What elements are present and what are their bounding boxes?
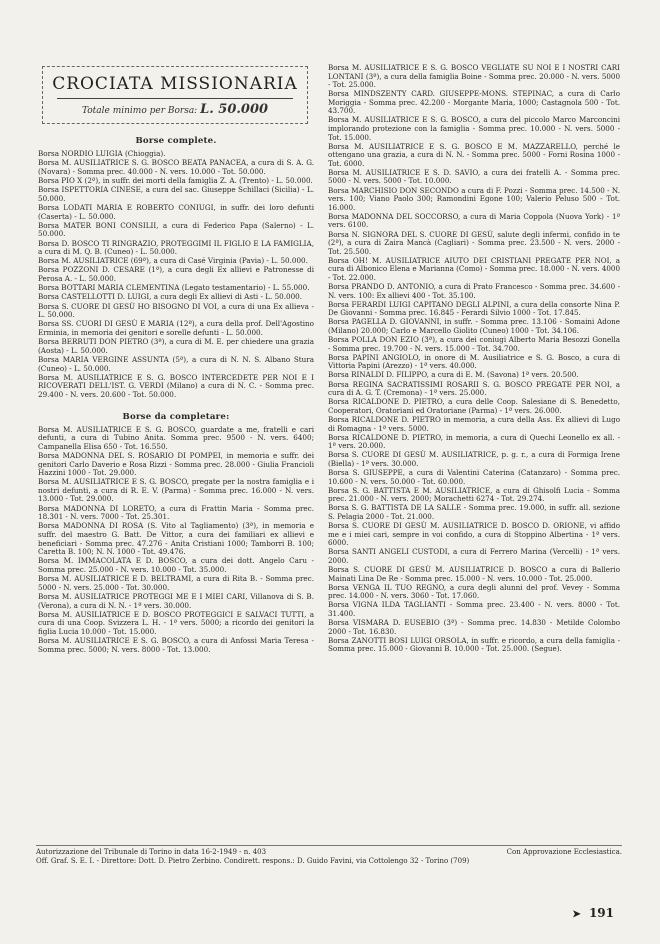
borsa-entry: Borsa M. AUSILIATRICE E S. G. BOSCO VEGLIATE SU NOI E I NOSTRI CARI LONTANI (3ª), a cura della famiglia Boine - Somma prec. 20.000 - N. vers. 5000 - Tot. 25.000.: [328, 63, 620, 90]
right-column: [328, 64, 620, 654]
borsa-entry: Borsa M. AUSILIATRICE E S. G. BOSCO INTERCEDETE PER NOI E I RICOVERATI DELL'IST. G. VERDI (Milano) a cura di N. C. - Somma prec. 29.400 - N. vers. 20.600 - Tot. 50.000.: [38, 372, 314, 399]
page-number: 191: [588, 906, 614, 920]
borsa-entry: Borsa FERARDI LUIGI CAPITANO DEGLI ALPINI, a cura della consorte Nina P. De Giovanni - Somma prec. 16.845 - Ferardi Silvio 1000 - Tot. 17.845.: [328, 299, 620, 318]
borsa-entry: Borsa BERRUTI DON PIETRO (3ª), a cura di M. E. per chiedere una grazia (Aosta) - L. 50.000.: [38, 337, 314, 355]
borsa-entry: Borsa MARIA VERGINE ASSUNTA (5ª), a cura di N. N. S. Albano Stura (Cuneo) - L. 50.000.: [38, 354, 314, 373]
borsa-entry: Borsa M. AUSILIATRICE E S. G. BOSCO, a cura del piccolo Marco Marconcini implorando protezione con la famiglia - Somma prec. 10.000 - N. vers. 5000 - Tot. 15.000.: [328, 115, 620, 142]
footer-authorization: Autorizzazione del Tribunale di Torino in data 16-2-1949 - n. 403: [36, 848, 267, 856]
right-list: [328, 64, 620, 654]
banner-title: CROCIATA MISSIONARIA: [52, 74, 298, 94]
borsa-entry: Borsa S. G. BATTISTA E M. AUSILIATRICE, a cura di Ghisolfi Lucia - Somma prec. 21.000 - N. vers. 2000; Morachetti 6274 - Tot. 29.274.: [328, 485, 620, 504]
borsa-entry: Borsa SS. CUORI DI GESÙ E MARIA (12ª), a cura della prof. Dell'Agostino Erminia, in memoria dei genitori e sorelle defunti - L. 50.000.: [38, 319, 314, 337]
borsa-entry: Borsa MADONNA DEL SOCCORSO, a cura di Maria Coppola (Nuova York) - 1ª vers. 6100.: [328, 211, 620, 230]
borsa-entry: Borsa S. CUORE DI GESÙ M. AUSILIATRICE D. BOSCO a cura di Ballerio Mainati Lina De Re - Somma prec. 15.000 - N. vers. 10.000 - Tot. 25.000.: [328, 565, 620, 583]
borsa-entry: Borsa MARCHISIO DON SECONDO a cura di F. Pozzi - Somma prec. 14.500 - N. vers. 100; Viano Paolo 300; Ramondini Egone 100; Valerio Peluso 500 - Tot. 16.000.: [328, 185, 620, 212]
borsa-entry: Borsa VENGA IL TUO REGNO, a cura degli alunni del prof. Vevey - Somma prec. 14.000 - N. vers. 3060 - Tot. 17.060.: [328, 582, 620, 601]
borsa-entry: Borsa MADONNA DI ROSA (S. Vito al Tagliamento) (3ª), in memoria e suffr. del maestro G. Batt. De Vittor, a cura dei familiari ex allievi e beneficiari - Somma prec. 47.276 - Anita Cristiani 1000; Tamborri B. 100; Caretta B. 100; N. N. 1000 - Tot. 49.476.: [38, 521, 314, 557]
borsa-entry: Borsa CASTELLOTTI D. LUIGI, a cura degli Ex allievi di Asti - L. 50.000.: [38, 292, 302, 302]
borsa-entry: Borsa M. AUSILIATRICE S. G. BOSCO BEATA PANACEA, a cura di S. A. G. (Novara) - Somma prec. 40.000 - N. vers. 10.000 - Tot. 50.000.: [38, 158, 314, 176]
borsa-entry: Borsa RICALDONE D. PIETRO, in memoria, a cura di Quechi Leonello ex all. - 1ª vers. 20.000.: [328, 432, 620, 451]
borsa-entry: Borsa LODATI MARIA E ROBERTO CONIUGI, in suffr. dei loro defunti (Caserta) - L. 50.000.: [38, 202, 314, 221]
borsa-entry: Borsa S. G. BATTISTA DE LA SALLE - Somma prec. 19.000, in suffr. all. sezione S. Pelagia 2000 - Tot. 21.000.: [328, 503, 620, 521]
borsa-entry: Borsa POZZONI D. CESARE (1ª), a cura degli Ex allievi e Patronesse di Perosa A. - L. 50.000.: [38, 265, 314, 284]
borsa-entry: Borsa M. AUSILIATRICE E D. BOSCO PROTEGGICI E SALVACI TUTTI, a cura di una Coop. Svizzera L. H. - 1ª vers. 5000; a ricordo dei genitori la figlia Lucia 10.000 - Tot. 15.000.: [38, 609, 314, 636]
borsa-entry: Borsa OH! M. AUSILIATRICE AIUTO DEI CRISTIANI PREGATE PER NOI, a cura di Albonico Elena e Marianna (Como) - Somma prec. 18.000 - N. vers. 4000 - Tot. 22.000.: [328, 255, 620, 282]
page-number-block: [572, 906, 614, 920]
banner-subtitle-value: L. 50.000: [200, 102, 269, 117]
borsa-entry: Borsa ISPETTORIA CINESE, a cura del sac. Giuseppe Schillaci (Sicilia) - L. 50.000.: [38, 185, 314, 203]
borsa-entry: Borsa VIGNA ILDA TAGLIANTI - Somma prec. 23.400 - N. vers. 8000 - Tot. 31.400.: [328, 600, 620, 618]
borsa-entry: Borsa REGINA SACRATISSIMI ROSARII S. G. BOSCO PREGATE PER NOI, a cura di A. G. T. (Cremona) - 1ª vers. 25.000.: [328, 379, 620, 398]
borsa-entry: Borsa M. AUSILIATRICE E S. D. SAVIO, a cura dei fratelli A. - Somma prec. 5000 - N. vers. 5000 - Tot. 10.000.: [328, 167, 620, 186]
borsa-entry: Borsa PAPINI ANGIOLO, in onore di M. Ausiliatrice e S. G. Bosco, a cura di Vittoria Papini (Arezzo) - 1ª vers. 40.000.: [328, 352, 620, 371]
borsa-entry: Borsa N. SIGNORA DEL S. CUORE DI GESÙ, salute degli infermi, confido in te (2ª), a cura di Zaira Mancà (Cagliari) - Somma prec. 23.500 - N. vers. 2000 - Tot. 25.500.: [328, 229, 620, 256]
footer-line2: Off. Graf. S. E. I. - Direttore: Dott. D. Pietro Zerbino. Condirett. respons.: D. Guido Favini, via Cottolengo 32 - Torino (709): [36, 857, 470, 865]
borsa-entry: Borsa M. AUSILIATRICE E S. G. BOSCO, guardate a me, fratelli e cari defunti, a cura di Tubino Anita. Somma prec. 9500 - N. vers. 6400; Campanella Elisa 650 - Tot. 16.550.: [38, 424, 314, 451]
left-column: [38, 66, 314, 655]
footer-rule: [36, 845, 622, 846]
borsa-entry: Borsa MATER BONI CONSILII, a cura di Federico Papa (Salerno) - L. 50.000.: [38, 220, 314, 239]
borsa-entry: Borsa M. AUSILIATRICE PROTEGGI ME E I MIEI CARI, Villanova di S. B. (Verona), a cura di N. N. - 1ª vers. 30.000.: [38, 591, 314, 610]
borsa-entry: Borsa M. AUSILIATRICE E S. G. BOSCO, pregate per la nostra famiglia e i nostri defunti, a cura di R. E. V. (Parma) - Somma prec. 16.000 - N. vers. 13.000 - Tot. 29.000.: [38, 477, 314, 504]
borsa-entry: Borsa PRANDO D. ANTONIO, a cura di Prato Francesco - Somma prec. 34.600 - N. vers. 100: Ex allievi 400 - Tot. 35.100.: [328, 282, 620, 300]
borsa-entry: Borsa S. GIUSEPPE, a cura di Valentini Caterina (Catanzaro) - Somma prec. 10.600 - N. vers. 50.000 - Tot. 60.000.: [328, 468, 620, 486]
borsa-entry: Borsa MINDSZENTY CARD. GIUSEPPE-MONS. STEPINAC, a cura di Carlo Moriggia - Somma prec. 42.200 - Morgante Maria, 1000; Castagnola 500 - Tot. 43.700.: [328, 89, 620, 116]
borsa-entry: Borsa PIO X (2ª), in suffr. dei morti della famiglia Z. A. (Trento) - L. 50.000.: [38, 175, 313, 185]
borsa-entry: Borsa M. AUSILIATRICE E S. G. BOSCO E M. MAZZARELLO, perché le ottengano una grazia, a cura di N. N. - Somma prec. 5000 - Forni Rosina 1000 - Tot. 6000.: [328, 141, 620, 168]
borsa-entry: Borsa S. CUORE DI GESÙ M. AUSILIATRICE, p. g. r., a cura di Formiga Irene (Biella) - 1ª vers. 30.000.: [328, 450, 620, 468]
borsa-entry: Borsa RICALDONE D. PIETRO in memoria, a cura della Ass. Ex allievi di Lugo di Romagna - 1ª vers. 5000.: [328, 414, 620, 433]
borsa-entry: Borsa BOTTARI MARIA CLEMENTINA (Legato testamentario) - L. 55.000.: [38, 283, 310, 293]
crociata-banner: [42, 66, 308, 124]
borsa-entry: Borsa M. AUSILIATRICE E D. BELTRAMI, a cura di Rita B. - Somma prec. 5000 - N. vers. 25.000 - Tot. 30.000.: [38, 574, 314, 592]
borsa-entry: Borsa RICALDONE D. PIETRO, a cura delle Coop. Salesiane di S. Benedetto, Cooperatori, Oratoriani ed Oratoriane (Parma) - 1ª vers. 26.000.: [328, 397, 620, 415]
complete-list: [38, 150, 314, 400]
borsa-entry: Borsa POLLA DON EZIO (3ª), a cura dei coniugi Alberto Maria Besozzi Gonella - Somma prec. 19.700 - N. vers. 15.000 - Tot. 34.700.: [328, 335, 620, 353]
borsa-entry: Borsa M. IMMACOLATA E D. BOSCO, a cura dei dott. Angelo Caru - Somma prec. 25.000 - N. vers. 10.000 - Tot. 35.000.: [38, 556, 314, 574]
footer-approval: Con Approvazione Ecclesiastica.: [506, 848, 622, 856]
section-title-complete: Borse complete.: [135, 136, 217, 146]
section-title-to-complete: Borse da completare:: [122, 411, 230, 422]
banner-subtitle-label: Totale minimo per Borsa:: [81, 106, 198, 116]
footer-line1: [36, 848, 622, 857]
borsa-entry: Borsa ZANOTTI BOSI LUIGI ORSOLA, in suffr. e ricordo, a cura della famiglia - Somma prec. 15.000 - Giovanni B. 10.000 - Tot. 25.000. (Segue).: [328, 635, 620, 654]
borsa-entry: Borsa MADONNA DEL S. ROSARIO DI POMPEI, in memoria e suffr. dei genitori Carlo Daverio e Rosa Rizzi - Somma prec. 28.000 - Giulia Francioli Hazzini 1000 - Tot. 29.000.: [38, 450, 314, 478]
to-complete-list: [38, 426, 314, 655]
borsa-entry: Borsa M. AUSILIATRICE (69ª), a cura di Casé Virginia (Pavia) - L. 50.000.: [38, 256, 308, 266]
borsa-entry: Borsa S. CUORE DI GESÙ HO BISOGNO DI VOI, a cura di una Ex allieva - L. 50.000.: [38, 301, 314, 320]
borsa-entry: Borsa S. CUORE DI GESÙ M. AUSILIATRICE D. BOSCO D. ORIONE, vi affido me e i miei cari, sempre in voi confido, a cura di Stoppino Albertina - 1ª vers. 6000.: [328, 521, 620, 548]
banner-subtitle: [49, 102, 301, 117]
borsa-entry: Borsa M. AUSILIATRICE E S. G. BOSCO, a cura di Anfossi Maria Teresa - Somma prec. 5000; N. vers. 8000 - Tot. 13.000.: [38, 636, 314, 654]
borsa-entry: Borsa RINALDI D. FILIPPO, a cura di E. M. (Savona) 1ª vers. 20.500.: [328, 370, 579, 380]
borsa-entry: Borsa D. BOSCO TI RINGRAZIO, PROTEGGIMI IL FIGLIO E LA FAMIGLIA, a cura di M. Q. B. (Cuneo) - L. 50.000.: [38, 238, 314, 257]
borsa-entry: Borsa MADONNA DI LORETO, a cura di Frattin Maria - Somma prec. 18.301 - N. vers. 7000 - Tot. 25.301.: [38, 503, 314, 522]
arrow-icon: ➤: [572, 909, 581, 920]
borsa-entry: Borsa VISMARA D. EUSEBIO (3ª) - Somma prec. 14.830 - Metilde Colombo 2000 - Tot. 16.830.: [328, 618, 620, 636]
borsa-entry: Borsa NORDIO LUIGIA (Chioggia).: [38, 149, 166, 158]
borsa-entry: Borsa SANTI ANGELI CUSTODI, a cura di Ferrero Marina (Vercelli) - 1ª vers. 2000.: [328, 547, 620, 565]
banner-rule: [57, 98, 293, 99]
borsa-entry: Borsa PAGELLA D. GIOVANNI, in suffr. - Somma prec. 13.106 - Somaini Adone (Milano) 20.000; Carlo e Marcello Giolito (Cuneo) 1000 - Tot. 34.106.: [328, 317, 620, 335]
